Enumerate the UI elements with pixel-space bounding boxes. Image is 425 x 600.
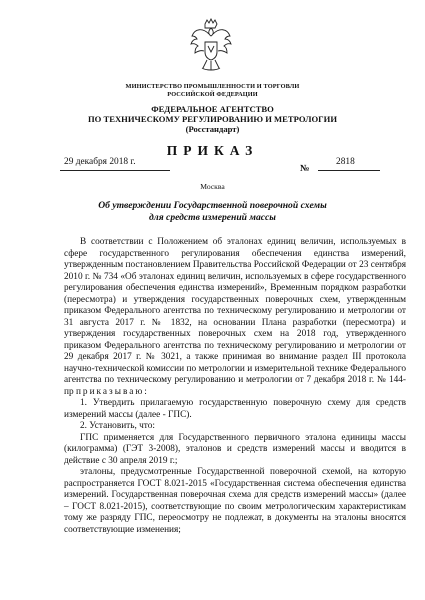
ministry-line: МИНИСТЕРСТВО ПРОМЫШЛЕННОСТИ И ТОРГОВЛИ — [125, 83, 300, 90]
body-paragraph: ГПС применяется для Государственного первичного эталона единицы массы (килограмма) (ГЭТ 3-2008), эталонов и средств измерений массы и вводится в действие с 30 апреля 2019 г.; — [64, 432, 406, 466]
order-heading: ПРИКАЗ — [166, 143, 259, 158]
title-line: для средств измерений массы — [149, 212, 276, 223]
body-paragraph — [64, 237, 406, 398]
city: Москва — [200, 182, 225, 191]
order-number: 2818 — [336, 157, 355, 167]
number-underline — [318, 170, 380, 171]
body-paragraph: эталоны, предусмотренные Государственной поверочной схемой, на которую распространяется ГОСТ 8.021-2015 «Государственная система обеспечения единства измерений. Государственная поверочная схема для средств измерений массы» (далее – ГОСТ 8.021-2015), соответствующие по своим метрологическим характеристикам тому же разряду ГПС, переосмотру не подлежат, в документы на эталоны вносятся соответствующие изменения; — [64, 467, 406, 535]
body-paragraph: 1. Утвердить прилагаемую государственную поверочную схему для средств измерений массы (далее - ГПС). — [64, 398, 406, 420]
agency-short-name: (Росстандарт) — [185, 124, 240, 135]
preamble-text: В соответствии с Положением об эталонах единиц величин, используемых в сфере государственного регулирования обеспечения единства измерений, утвержденным постановлением Правительства Российской Федерации от 23 сентября 2010 г. № 734 «Об эталонах единиц величин, используемых в сфере государственного регулирования обеспечения единства измерений», Временным порядком разработки (пересмотра) и утверждения государственных поверочных схем, утвержденным приказом Федерального агентства по техническому регулированию и метрологии от 31 августа 2017 г. № 1832, на основании Плана разработки (пересмотра) и утверждения государственных поверочных схем на 2018 год, утвержденного приказом Федерального агентства по техническому регулированию и метрологии от 29 декабря 2017 г. № 3021, а также принимая во внимание раздел III протокола научно-технической комиссии по метрологии и измерительной технике Федерального агентства по техническому регулированию и метрологии от 7 декабря 2018 г. № 144-пр — [64, 237, 406, 397]
number-sign: № — [300, 164, 310, 174]
ministry-name — [0, 83, 425, 98]
coat-of-arms-icon — [190, 18, 232, 74]
ministry-line: РОССИЙСКОЙ ФЕДЕРАЦИИ — [167, 90, 258, 98]
order-date: 29 декабря 2018 г. — [64, 157, 136, 167]
order-title — [0, 200, 425, 224]
agency-line: ФЕДЕРАЛЬНОЕ АГЕНТСТВО — [151, 104, 274, 114]
agency-name — [0, 104, 425, 135]
order-verb: приказываю: — [75, 386, 149, 397]
body-paragraph: 2. Установить, что: — [80, 421, 155, 431]
order-body — [64, 237, 406, 536]
agency-line: ПО ТЕХНИЧЕСКОМУ РЕГУЛИРОВАНИЮ И МЕТРОЛОГИИ — [87, 114, 338, 125]
date-underline — [60, 170, 170, 171]
title-line: Об утверждении Государственной поверочной схемы — [98, 200, 327, 211]
